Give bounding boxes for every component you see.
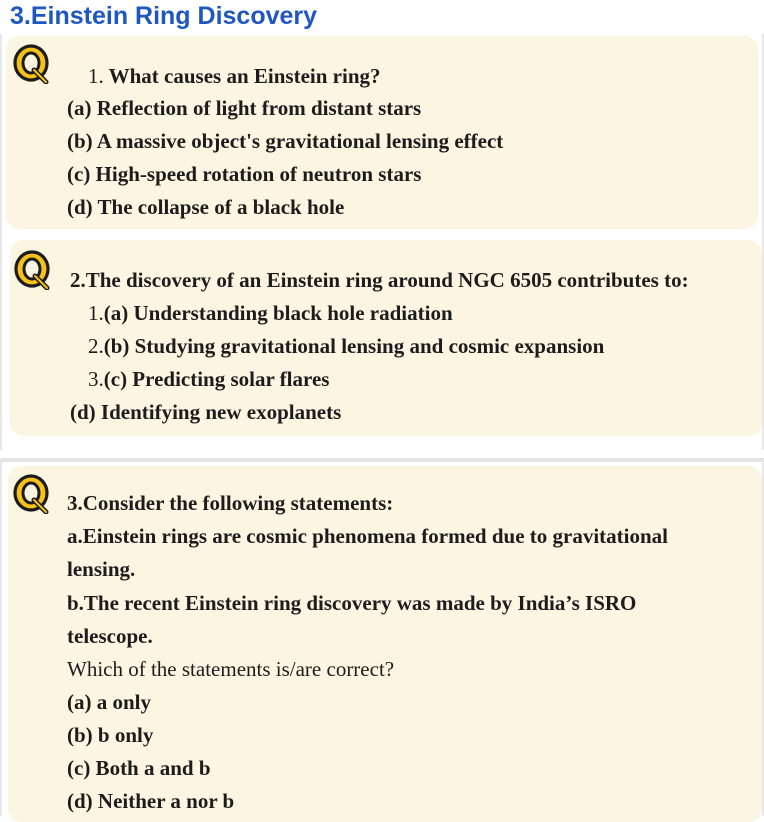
question-3-statement-b: b.The recent Einstein ring discovery was made by India’s ISRO bbox=[67, 591, 637, 615]
question-3-statement-a: a.Einstein rings are cosmic phenomena formed due to gravitational bbox=[67, 524, 669, 548]
question-3-statement-b-cont: telescope. bbox=[67, 624, 153, 648]
question-1-stem: What causes an Einstein ring? bbox=[108, 64, 381, 88]
question-3-option-b[interactable]: (b) b only bbox=[67, 723, 154, 747]
q-badge-icon bbox=[12, 474, 52, 514]
question-1-number: 1. bbox=[88, 64, 104, 88]
question-2-option-c-label: (c) Predicting solar flares bbox=[103, 367, 330, 391]
question-1-text bbox=[88, 61, 381, 91]
question-3-option-d[interactable]: (d) Neither a nor b bbox=[67, 789, 235, 813]
q-badge-icon bbox=[12, 44, 52, 84]
question-2-option-b[interactable] bbox=[88, 331, 604, 361]
question-1-option-b[interactable]: (b) A massive object's gravitational lensing effect bbox=[67, 129, 504, 153]
question-3-option-c[interactable]: (c) Both a and b bbox=[67, 756, 211, 780]
question-2-option-a[interactable] bbox=[88, 298, 453, 328]
question-2-stem: 2.The discovery of an Einstein ring around NGC 6505 contributes to: bbox=[70, 268, 689, 292]
question-3-option-a[interactable]: (a) a only bbox=[67, 690, 151, 714]
q-badge-icon bbox=[13, 250, 53, 290]
question-1-option-c[interactable]: (c) High-speed rotation of neutron stars bbox=[67, 162, 422, 186]
question-1-option-a[interactable]: (a) Reflection of light from distant stars bbox=[67, 96, 422, 120]
question-2-option-b-number: 2. bbox=[88, 334, 104, 358]
question-2-option-c[interactable] bbox=[88, 364, 329, 394]
question-2-option-a-number: 1. bbox=[88, 301, 104, 325]
question-2-option-c-number: 3. bbox=[88, 367, 104, 391]
question-2-option-b-label: (b) Studying gravitational lensing and cosmic expansion bbox=[103, 334, 605, 358]
question-3-prompt: Which of the statements is/are correct? bbox=[67, 657, 395, 681]
question-2-option-d[interactable]: (d) Identifying new exoplanets bbox=[70, 400, 342, 424]
question-3-stem: 3.Consider the following statements: bbox=[67, 491, 394, 515]
question-2-option-a-label: (a) Understanding black hole radiation bbox=[103, 301, 453, 325]
page-title: 3.Einstein Ring Discovery bbox=[10, 2, 318, 30]
question-1-option-d[interactable]: (d) The collapse of a black hole bbox=[67, 195, 345, 219]
question-3-statement-a-cont: lensing. bbox=[67, 557, 136, 581]
